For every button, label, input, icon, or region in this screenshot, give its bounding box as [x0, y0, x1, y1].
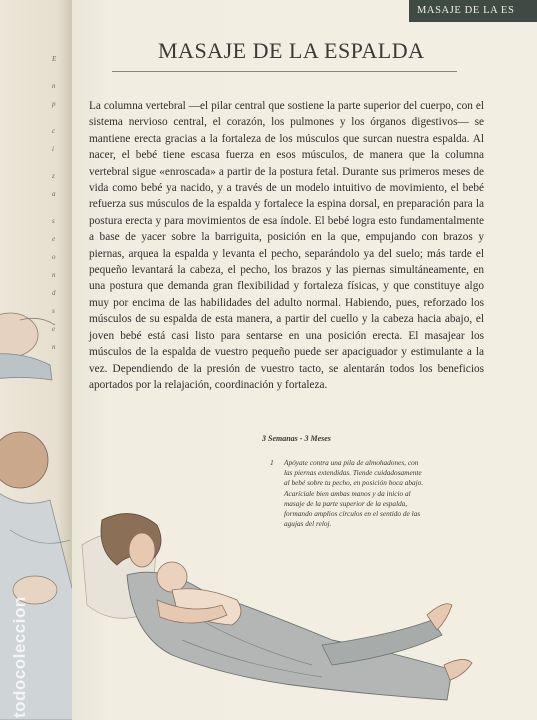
watermark-text: todocoleccion [10, 596, 29, 718]
left-fragment: o [52, 253, 56, 261]
left-fragment: n [52, 271, 56, 279]
left-fragment: d [52, 289, 56, 297]
mother-baby-massage-illustration [72, 505, 537, 720]
title-divider [112, 71, 457, 72]
caption-heading: 3 Semanas - 3 Meses [262, 434, 331, 443]
left-fragment: n [52, 343, 56, 351]
running-header: MASAJE DE LA ES [409, 0, 537, 22]
right-page [72, 0, 537, 720]
watermark [8, 540, 29, 720]
caption-text: Apóyate contra una pila de almohadones, con las piernas extendidas. Tiende cuidadosamente al bebé sobre tu pecho, en posición boca abajo. Acaríciale bien ambas manos y da inicio al masaje de la parte superior de la espalda, formando amplios círculos en el sentido de las agujas del reloj. [284, 458, 424, 529]
left-fragment: c [52, 127, 56, 135]
left-fragment: a [52, 190, 56, 198]
caption-number: 1 [270, 458, 274, 467]
left-fragment: i [52, 145, 54, 153]
left-fragment: e [52, 235, 56, 243]
baby-sketch-illustration [0, 280, 70, 390]
page-title: MASAJE DE LA ESPALDA [158, 38, 425, 63]
left-fragment: p [52, 100, 56, 108]
left-fragment: n [52, 82, 56, 90]
left-fragment: e [52, 325, 56, 333]
left-fragment: E [52, 55, 57, 63]
left-fragment: z [52, 172, 55, 180]
left-fragment: s [52, 217, 55, 225]
body-paragraph: La columna vertebral —el pilar central que sostiene la parte superior del cuerpo, con el sistema nervioso central, el corazón, los pulmones y los órganos digestivos— se mantiene erecta gracias a la fortaleza de los músculos que surcan nuestra espalda. Al nacer, el bebé tiene escasa fuerza en esos músculos, de manera que la columna vertebral sigue «enroscada» a partir de la postura fetal. Durante sus primeros meses de vida como bebé ya nacido, y a través de un modelo intuitivo de movimiento, el bebé refuerza sus músculos de la espalda y fortalece la espina dorsal, en preparación para la postura erecta y para movimientos de esa índole. El bebé logra esto fundamentalmente a base de yacer sobre la barriguita, posición en la que, empujando con brazos y piernas, arquea la espalda y levanta el pecho, separándolo ya del suelo; más tarde el pequeño levantará la cabeza, el pecho, los brazos y las piernas simultáneamente, en una postura que demanda gran flexibilidad y fortaleza físicas, y que constituye algo muy por encima de las habilidades del adulto normal. Habiendo, pues, reforzado los músculos de su espalda de esta manera, a partir del cuello y la cabeza hacia abajo, el joven bebé está casi listo para sentarse en una posición erecta. El masajear los músculos de la espalda de vuestro pequeño puede ser apaciguador y estimulante a la vez. Dependiendo de la presión de vuestro tacto, se alentarán todos los beneficios aportados por la relajación, coordinación y fortaleza. [89, 100, 484, 391]
left-fragment: s [52, 307, 55, 315]
